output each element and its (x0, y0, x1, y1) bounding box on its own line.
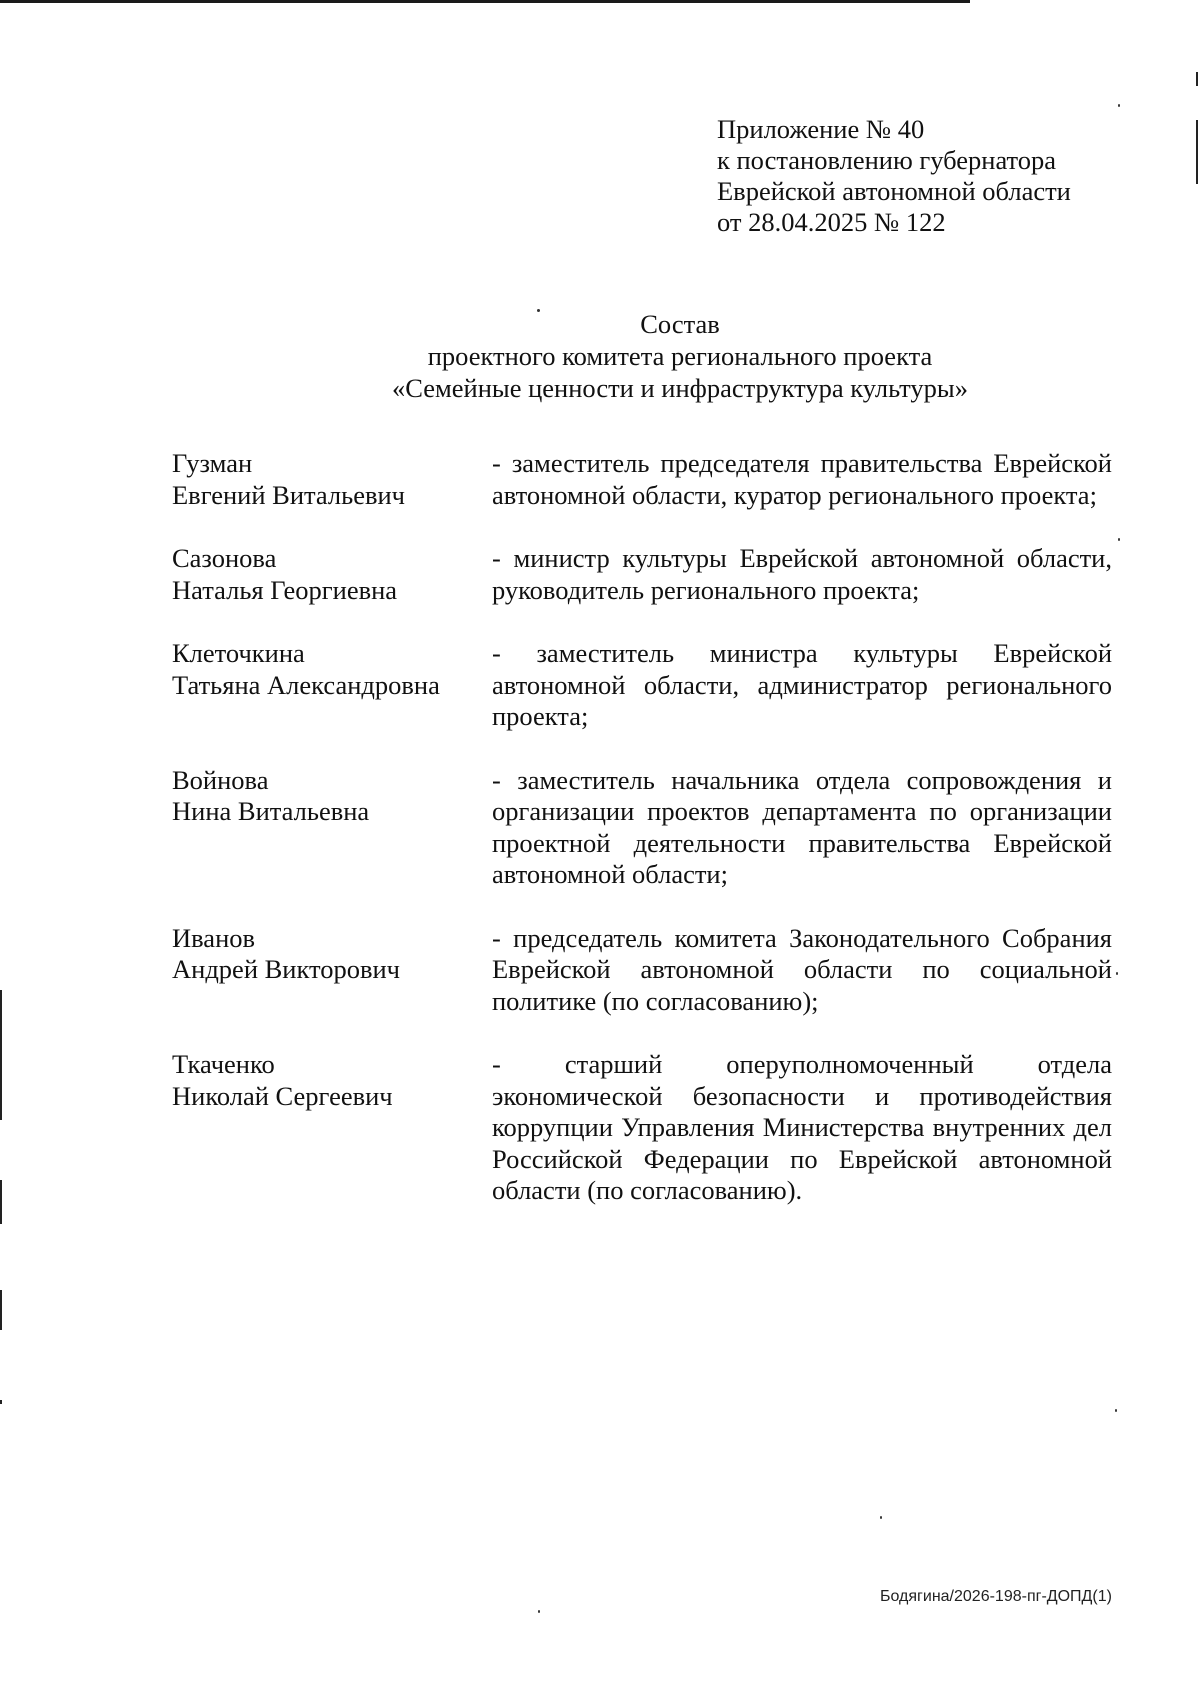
member-surname: Ткаченко (172, 1049, 275, 1079)
title-project-name: «Семейные ценности и инфраструктура культуры» (392, 373, 968, 403)
scan-edge-mark (0, 1290, 2, 1330)
scan-speck (880, 1516, 882, 1519)
scan-speck (1116, 972, 1118, 975)
title-subject: проектного комитета регионального проекта (427, 341, 933, 371)
scan-speck (1115, 1409, 1117, 1412)
title-word: Состав (640, 309, 720, 339)
member-given-names: Нина Витальевна (172, 796, 370, 826)
member-role: - председатель комитета Законодательного Собрания Еврейской автономной области по социальной политике (по согласованию); (492, 922, 1112, 1016)
scan-edge-mark (0, 1180, 2, 1224)
member-surname: Гузман (172, 448, 253, 478)
scan-edge-mark (0, 1400, 2, 1404)
member-role: - заместитель начальника отдела сопровождения и организации проектов департамента по организации проектной деятельности правительства Еврейской автономной области; (492, 764, 1112, 889)
document-title (0, 308, 1200, 404)
committee-member (172, 765, 1112, 891)
member-given-names: Андрей Викторович (172, 954, 401, 984)
appendix-date-number: от 28.04.2025 № 122 (717, 207, 946, 237)
appendix-number: Приложение № 40 (717, 114, 925, 144)
member-role: - заместитель министра культуры Еврейской автономной области, администратор регионального проекта; (492, 638, 1112, 731)
scan-edge-mark (1196, 72, 1198, 86)
member-surname: Сазонова (172, 543, 277, 573)
appendix-reference: к постановлению губернатора (717, 145, 1057, 175)
member-surname: Иванов (172, 922, 256, 953)
committee-member (172, 543, 1112, 606)
member-given-names: Наталья Георгиевна (172, 574, 398, 605)
member-role: - заместитель председателя правительства Еврейской автономной области, куратор регионального проекта; (492, 448, 1112, 510)
committee-member-list (172, 448, 1112, 1239)
scan-speck (538, 1610, 540, 1613)
member-name (172, 1049, 492, 1112)
appendix-region: Еврейской автономной области (717, 176, 1071, 206)
appendix-header (717, 114, 1071, 238)
member-given-names: Евгений Витальевич (172, 479, 406, 510)
committee-member (172, 448, 1112, 511)
member-surname: Войнова (172, 764, 269, 795)
member-role: - старший оперуполномоченный отдела экономической безопасности и противодействия коррупции Управления Министерства внутренних дел Российской Федерации по Еврейской автономной области (по согласованию). (492, 1049, 1112, 1205)
member-name (172, 543, 492, 606)
member-name (172, 923, 492, 986)
member-name (172, 638, 492, 701)
committee-member (172, 923, 1112, 1018)
member-surname: Клеточкина (172, 638, 305, 668)
committee-member (172, 1049, 1112, 1207)
scan-edge-mark (1196, 120, 1198, 184)
member-given-names: Татьяна Александровна (172, 669, 440, 700)
scan-edge-mark (0, 990, 2, 1120)
scan-border-line (0, 0, 970, 3)
scan-speck (1118, 538, 1120, 541)
member-name (172, 765, 492, 828)
member-name (172, 448, 492, 511)
scan-speck (1118, 104, 1120, 107)
committee-member (172, 638, 1112, 733)
member-given-names: Николай Сергеевич (172, 1080, 393, 1111)
member-role: - министр культуры Еврейской автономной области, руководитель регионального проекта; (492, 543, 1112, 605)
document-registration-code: Бодягина/2026-198-пг-ДОПД(1) (880, 1588, 1112, 1605)
